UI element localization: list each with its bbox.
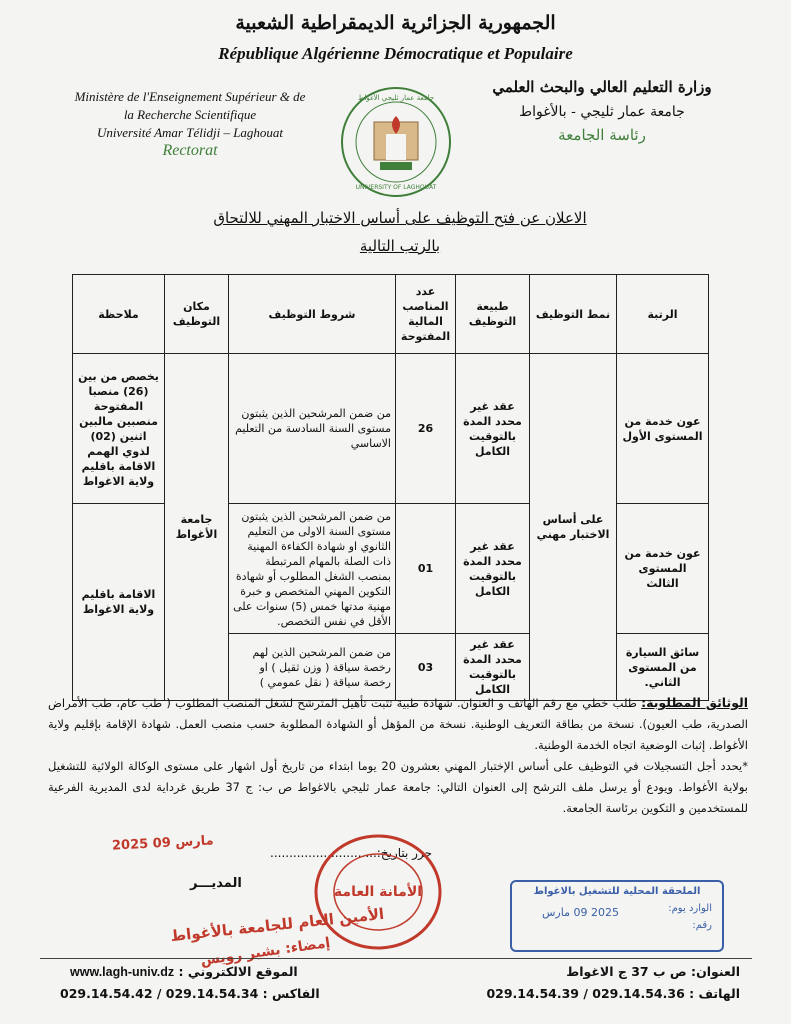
footer-address: العنوان: ص ب 37 ج الاغواط bbox=[566, 964, 740, 979]
count-cell: 03 bbox=[396, 634, 456, 701]
employment-office-stamp bbox=[510, 880, 724, 952]
header-note: ملاحظة bbox=[73, 275, 165, 354]
phone-value: 029.14.54.39 / 029.14.54.36 bbox=[486, 986, 685, 1001]
address-value: ص ب 37 ج الاغواط bbox=[566, 964, 687, 979]
website-label: الموقع الالكتروني bbox=[187, 964, 298, 979]
nature-cell: عقد غير محدد المدة بالتوقيت الكامل bbox=[456, 354, 530, 504]
recruitment-table bbox=[72, 274, 709, 701]
required-documents bbox=[48, 692, 748, 819]
grade-cell: سائق السيارة من المستوى الثاني. bbox=[617, 634, 709, 701]
rectorat-fr: Rectorat bbox=[162, 142, 218, 159]
header-count: عدد المناصب المالية المفتوحة bbox=[396, 275, 456, 354]
note-cell: يخصص من بين (26) منصبا المفتوحة منصبين مالبين اثنين (02) لذوي الهمم الاقامة باقليم ولاية الاغواط bbox=[73, 354, 165, 504]
title-line-1: الاعلان عن فتح التوظيف على أساس الاختبار المهني للالتحاق bbox=[213, 209, 587, 227]
date-stamp: 2025 مارس 09 bbox=[111, 833, 215, 854]
count-cell: 26 bbox=[396, 354, 456, 504]
note-cell: الاقامة باقليم ولاية الاغواط bbox=[73, 504, 165, 701]
rectorat-ar: رئاسة الجامعة bbox=[558, 126, 646, 144]
mode-cell: على أساس الاختبار مهني bbox=[530, 354, 617, 701]
university-ar: جامعة عمار ثليجي - بالأغواط bbox=[519, 104, 685, 120]
title-line-2: بالرتب التالية bbox=[359, 237, 441, 255]
count-cell: 01 bbox=[396, 504, 456, 634]
french-republic-title: République Algérienne Démocratique et Populaire bbox=[218, 44, 573, 63]
french-ministry-block bbox=[40, 88, 340, 160]
website-value[interactable]: www.lagh-univ.dz bbox=[70, 965, 175, 979]
footer-phone: 029.14.54.39 / 029.14.54.36 : الهاتف bbox=[486, 986, 740, 1001]
signatory-name: إمضاء: بشير رويس bbox=[199, 934, 332, 970]
table-header-row bbox=[73, 275, 709, 354]
stamp-ref: رقم: bbox=[692, 920, 712, 931]
fax-label: الفاكس bbox=[272, 986, 320, 1001]
footer-fax: 029.14.54.42 / 029.14.54.34 : الفاكس bbox=[60, 986, 320, 1001]
university-name-fr: Université Amar Télidji – Laghouat bbox=[96, 125, 284, 140]
place-cell: جامعة الأغواط bbox=[165, 354, 229, 701]
ministry-ar: وزارة التعليم العالي والبحث العلمي bbox=[492, 78, 712, 96]
deadline-text: *يحدد أجل التسجيلات في التوظيف على أساس الإختبار المهني بعشرون 20 يوما ابتداء من تاريخ أول اشهار على مستوى الوكالة الولائية للتشغيل بولاية الأغواط. ويودع أو يرسل ملف الترشح إلى العنوان التالي: جامعة عمار ثليجي بالاغواط ص ب: ج 37 طريق غرداية لدى المديرية الفرعية للمستخدمين و التكوين برئاسة الجامعة. bbox=[48, 759, 749, 815]
seal-text: الأمانة العامة bbox=[333, 884, 423, 900]
stamp-date: 2025 09 مارس bbox=[542, 906, 619, 919]
signatory-title: الأمين العام للجامعة بالأغواط bbox=[169, 904, 385, 946]
header-conditions: شروط التوظيف bbox=[229, 275, 396, 354]
footer-divider bbox=[40, 958, 752, 959]
ministry-line-1: Ministère de l'Enseignement Supérieur & de bbox=[74, 89, 306, 104]
arabic-republic-title: الجمهورية الجزائرية الديمقراطية الشعبية bbox=[235, 12, 556, 34]
header-mode: نمط التوظيف bbox=[530, 275, 617, 354]
logo-bottom-text: UNIVERSITY OF LAGHOUAT bbox=[355, 184, 437, 191]
fax-value: 029.14.54.42 / 029.14.54.34 bbox=[60, 986, 259, 1001]
director-title: المديـــر bbox=[190, 876, 242, 891]
table-row bbox=[73, 354, 709, 504]
ministry-line-2: la Recherche Scientifique bbox=[123, 107, 257, 122]
done-at-date: حرر بتاريخ:............................ bbox=[270, 846, 432, 860]
conditions-cell: من ضمن المرشحين الذين يثبتون مستوى السنة الاولى من التعليم الثانوي او شهادة الكفاءة المهنية ذات الصلة بالمهام المرتبطة بمنصب الشغل المطلوب أو شهادة التكوين المهني المتخصص و خبرة مهنية مدتها خمس (5) سنوات على الأقل في نفس التخصص. bbox=[229, 504, 396, 634]
arabic-ministry-block bbox=[462, 78, 742, 144]
header-nature: طبيعة التوظيف bbox=[456, 275, 530, 354]
grade-cell: عون خدمة من المستوى الأول bbox=[617, 354, 709, 504]
logo-top-text: جامعة عمار ثليجي الأغواط bbox=[357, 94, 435, 102]
documents-label: الوثائق المطلوبة: bbox=[641, 695, 749, 710]
conditions-cell: من ضمن المرشحين الذين يثبتون مستوى السنة السادسة من التعليم الاساسي bbox=[229, 354, 396, 504]
nature-cell: عقد غير محدد المدة بالتوقيت الكامل bbox=[456, 634, 530, 701]
conditions-cell: من ضمن المرشحين الذين لهم رخصة سياقة ( وزن ثقيل ) او رخصة سياقة ( نقل عمومي ) bbox=[229, 634, 396, 701]
university-logo bbox=[340, 86, 452, 198]
nature-cell: عقد غير محدد المدة بالتوقيت الكامل bbox=[456, 504, 530, 634]
phone-label: الهاتف bbox=[698, 986, 740, 1001]
stamp-title: الملحقة المحلية للتشغيل بالاغواط bbox=[533, 886, 701, 897]
stamp-received: الوارد يوم: bbox=[668, 903, 712, 914]
announcement-title bbox=[190, 204, 610, 260]
header-place: مكان التوظيف bbox=[165, 275, 229, 354]
documents-body: طلب خطي مع رقم الهاتف و العنوان. شهادة طبية تثبت تأهيل المترشح لشغل المنصب المطلوب ( طب عام، طب الأمراض الصدرية، طب العيون). نسخة من بطاقة التعريف الوطنية. نسخة من المؤهل أو الشهادة المطلوبة حسب منصب العمل. شهادة الإقامة بإقليم ولاية الأغواط. إثبات الوضعية اتجاه الخدمة الوطنية. bbox=[48, 696, 748, 752]
grade-cell: عون خدمة من المستوى الثالث bbox=[617, 504, 709, 634]
address-label: العنوان bbox=[696, 964, 740, 979]
footer-website: www.lagh-univ.dz : الموقع الالكتروني bbox=[70, 964, 298, 979]
header-grade: الرتبة bbox=[617, 275, 709, 354]
